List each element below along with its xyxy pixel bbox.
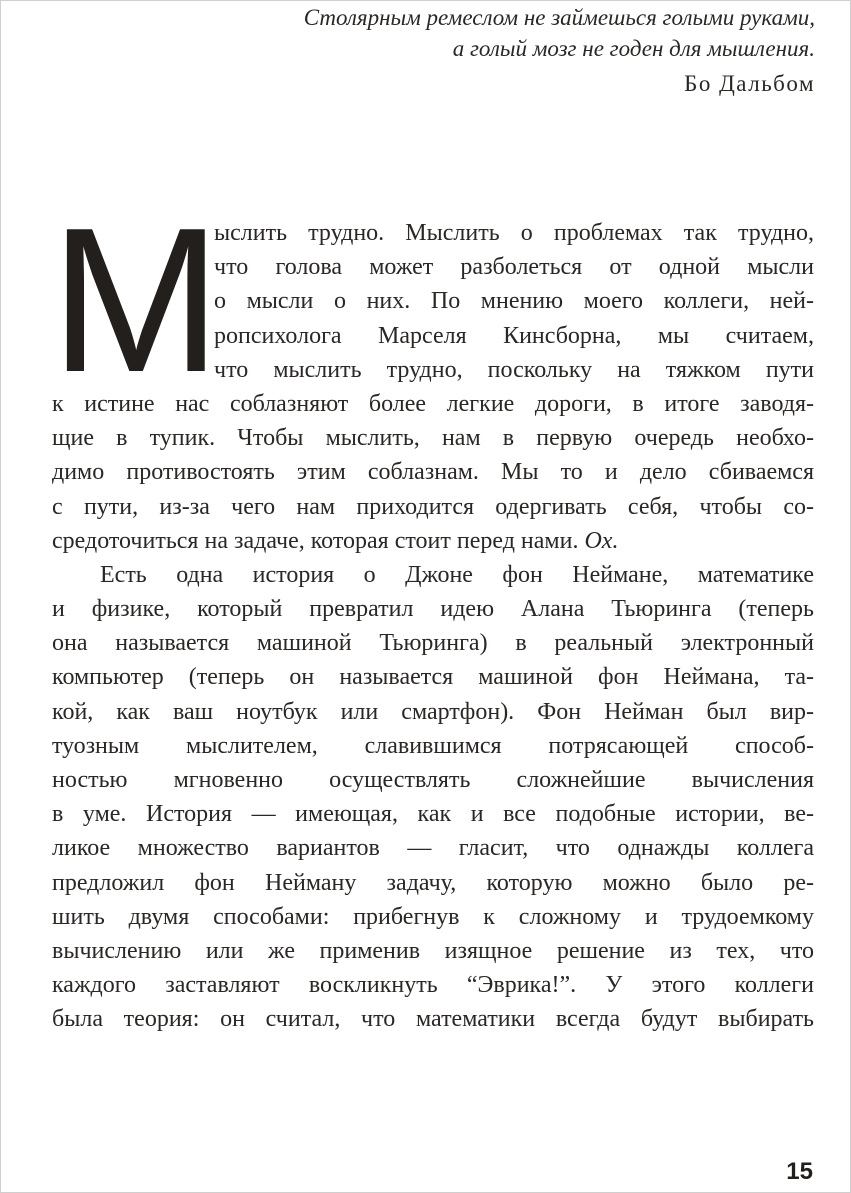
- text-line: и физике, который превратил идею Алана Тьюринга (теперь: [52, 596, 814, 623]
- text-line: Есть одна история о Джоне фон Неймане, математике: [100, 561, 814, 588]
- text-line: она называется машиной Тьюринга) в реальный электронный: [52, 630, 814, 657]
- epigraph: [175, 2, 815, 99]
- main-text: [50, 185, 814, 1037]
- text-line: ностью мгновенно осуществлять сложнейшие вычисления: [52, 767, 814, 793]
- text-line-content: средоточиться на задаче, которая стоит перед нами.: [52, 527, 579, 554]
- text-line: о мысли о них. По мнению моего коллеги, ней-: [214, 288, 814, 315]
- drop-cap: М: [50, 185, 216, 415]
- text-line: ыслить трудно. Мыслить о проблемах так трудно,: [214, 220, 814, 246]
- text-line: в уме. История — имеющая, как и все подобные истории, ве-: [52, 801, 814, 828]
- text-line: предложил фон Нейману задачу, которую можно было ре-: [52, 869, 814, 896]
- text-line: димо противостоять этим соблазнам. Мы то и дело сбиваемся: [52, 459, 814, 486]
- text-line: с пути, из-за чего нам приходится одергивать себя, чтобы со-: [52, 493, 814, 520]
- epigraph-author: Бо Дальбом: [684, 71, 815, 96]
- text-line: ропсихолога Марселя Кинсборна, мы считаем,: [214, 322, 814, 349]
- epigraph-line: Столярным ремеслом не займешься голыми руками,: [303, 5, 815, 30]
- text-line: была теория: он считал, что математики всегда будут выбирать: [52, 1006, 814, 1033]
- page-number: 15: [786, 1158, 813, 1185]
- text-line: [52, 524, 814, 558]
- text-line: что голова может разболеться от одной мысли: [214, 254, 814, 281]
- text-line: туозным мыслителем, славившимся потрясающей способ-: [52, 732, 814, 759]
- text-line: каждого заставляют воскликнуть “Эврика!”. У этого коллеги: [52, 972, 814, 999]
- text-line: ликое множество вариантов — гласит, что однажды коллега: [52, 835, 814, 862]
- text-line: шить двумя способами: прибегнув к сложному и трудоемкому: [52, 903, 814, 930]
- text-line: компьютер (теперь он называется машиной фон Неймана, та-: [52, 664, 814, 691]
- text-line: кой, как ваш ноутбук или смартфон). Фон Нейман был вир-: [52, 698, 814, 725]
- text-line: что мыслить трудно, поскольку на тяжком пути: [214, 356, 814, 383]
- text-line: к истине нас соблазняют более легкие дороги, в итоге заводя-: [52, 390, 814, 417]
- text-line: щие в тупик. Чтобы мыслить, нам в первую очередь необхо-: [52, 425, 814, 452]
- text-line: вычислению или же применив изящное решение из тех, что: [52, 937, 814, 964]
- interjection: Ох.: [584, 527, 619, 554]
- epigraph-line: а голый мозг не годен для мышления.: [452, 36, 815, 61]
